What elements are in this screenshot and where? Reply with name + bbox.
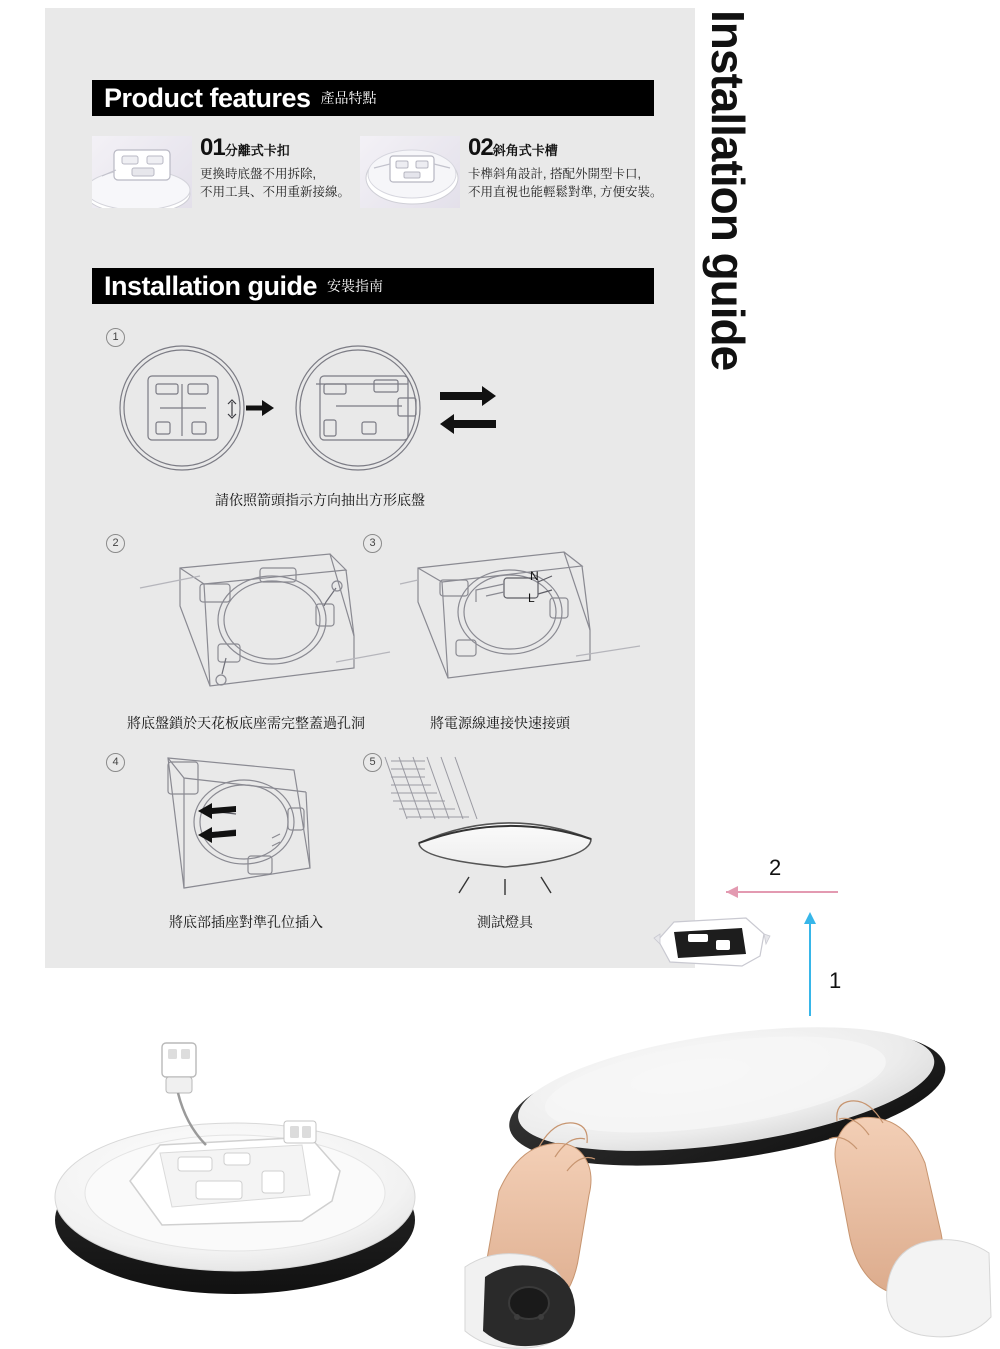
feature-02-title: 斜角式卡槽 bbox=[492, 143, 558, 158]
step-1-diagram bbox=[110, 340, 530, 480]
step-number-2: 2 bbox=[106, 534, 125, 553]
section-header-en: Product features bbox=[104, 82, 311, 113]
guide-header-zh: 安裝指南 bbox=[327, 278, 384, 294]
product-photo-hands-installing bbox=[455, 985, 1000, 1349]
step-number-3: 3 bbox=[363, 534, 382, 553]
feature-01-title: 分離式卡扣 bbox=[224, 143, 290, 158]
step-number-1: 1 bbox=[106, 328, 125, 347]
feature-02-heading bbox=[468, 136, 698, 160]
step-1-caption: 請依照箭頭指示方向抽出方形底盤 bbox=[215, 492, 425, 508]
separate-clip-photo bbox=[92, 136, 192, 208]
feature-02-body-line1: 卡榫斜角設計, 搭配外開型卡口, bbox=[468, 167, 641, 181]
wrist-watch bbox=[483, 1265, 575, 1346]
callout-1-label: 1 bbox=[829, 968, 842, 993]
vertical-installation-guide-title bbox=[702, 10, 775, 470]
feature-02-body bbox=[468, 165, 698, 201]
callout-2-label: 2 bbox=[769, 855, 782, 880]
feature-02-text bbox=[468, 136, 698, 201]
feature-02-number: 02 bbox=[468, 134, 493, 161]
step-3-diagram bbox=[400, 540, 640, 690]
section-header-product-features bbox=[92, 80, 654, 116]
feature-01-body-line2: 不用工具、不用重新接線。 bbox=[200, 185, 351, 200]
step-3-label-l: L bbox=[528, 591, 535, 605]
step-2-diagram bbox=[140, 540, 390, 700]
feature-01-number: 01 bbox=[200, 134, 225, 161]
feature-01-body-line1: 更換時底盤不用拆除, bbox=[200, 167, 316, 181]
vertical-title-text: Installation guide bbox=[702, 10, 754, 371]
section-header-installation-guide bbox=[92, 268, 654, 304]
feature-02-body-line2: 不用直視也能輕鬆對準, 方便安裝。 bbox=[468, 185, 663, 200]
right-hand bbox=[829, 1101, 991, 1337]
section-header-zh: 產品特點 bbox=[320, 90, 377, 106]
step-number-4: 4 bbox=[106, 753, 125, 772]
step-5-diagram bbox=[385, 755, 625, 895]
guide-header-en: Installation guide bbox=[104, 270, 318, 301]
callout-2-left-arrow bbox=[710, 880, 840, 904]
step-number-5: 5 bbox=[363, 753, 382, 772]
product-photo-back-of-lamp bbox=[10, 985, 480, 1345]
step-2-caption: 將底盤鎖於天花板底座需完整蓋過孔洞 bbox=[127, 715, 365, 731]
step-3-label-n: N bbox=[530, 569, 539, 583]
bevel-slot-photo bbox=[360, 136, 460, 208]
step-4-caption: 將底部插座對準孔位插入 bbox=[169, 914, 323, 930]
step-5-caption: 測試燈具 bbox=[477, 914, 533, 930]
step-3-caption: 將電源線連接快速接頭 bbox=[430, 715, 570, 731]
bracket-plate-photo bbox=[650, 910, 770, 972]
step-4-diagram bbox=[140, 748, 360, 903]
